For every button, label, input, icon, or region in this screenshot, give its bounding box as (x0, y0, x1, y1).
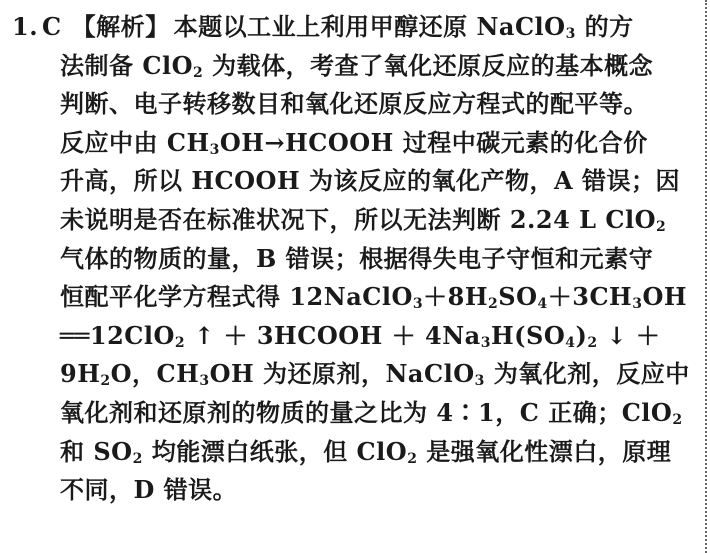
subscript: 2 (132, 450, 143, 467)
subscript: 3 (480, 334, 491, 351)
text-run: H(SO (490, 320, 566, 350)
subscript: 2 (672, 411, 683, 428)
subscript: 4 (537, 296, 548, 313)
question-number: 1. (12, 12, 39, 41)
subscript: 2 (174, 334, 186, 351)
line-text (174, 12, 634, 41)
text-run: ↓ ＋ (597, 320, 661, 350)
text-run: 本题以工业上利用甲醇还原 NaClO (173, 12, 566, 41)
subscript: 2 (100, 373, 111, 390)
text-run: 恒配平化学方程式得 12NaClO (60, 282, 413, 312)
explanation-line (12, 85, 694, 124)
analysis-tag: 【解析】 (71, 12, 170, 41)
explanation-line (12, 8, 694, 47)
text-run: ＋3CH (547, 282, 633, 312)
subscript: 2 (192, 64, 204, 81)
text-run: SO (498, 282, 538, 312)
explanation-line (12, 278, 694, 317)
text-run: ↑ ＋ 3HCOOH ＋ 4Na (185, 320, 481, 350)
text-run: OH→HCOOH 过程中碳元素的化合价 (219, 127, 648, 157)
text-run: 和 SO (60, 436, 133, 466)
answer-choice: C (42, 12, 62, 41)
text-run: 不同，D 错误。 (60, 475, 238, 505)
text-run: O，CH (110, 359, 200, 389)
text-run: ) (575, 320, 588, 350)
text-run: 氧化剂和还原剂的物质的量之比为 4∶1，C 正确；ClO (60, 397, 673, 427)
explanation-line (12, 240, 694, 279)
subscript: 3 (474, 373, 485, 390)
explanation-block (12, 8, 694, 510)
subscript: 3 (565, 26, 576, 42)
explanation-line (12, 433, 694, 472)
subscript: 2 (488, 296, 499, 313)
explanation-line (12, 47, 694, 86)
text-run: 判断、电子转移数目和氧化还原反应方程式的配平等。 (60, 89, 648, 119)
subscript: 2 (587, 334, 598, 351)
dotted-border (705, 0, 707, 553)
text-run: 9H (60, 359, 101, 389)
explanation-line (12, 201, 694, 240)
subscript: 4 (565, 334, 576, 351)
text-run: 反应中由 CH (60, 127, 210, 157)
subscript: 2 (656, 218, 667, 235)
text-run: 升高，所以 HCOOH 为该反应的氧化产物，A 错误；因 (60, 166, 680, 196)
text-run: 气体的物质的量，B 错误；根据得失电子守恒和元素守 (60, 243, 654, 273)
text-run: ══12ClO (60, 320, 175, 350)
subscript: 3 (209, 141, 220, 158)
text-run: OH (642, 282, 688, 312)
text-run: 是强氧化性漂白，原理 (417, 436, 672, 466)
explanation-line (12, 124, 694, 163)
text-run: 的方 (575, 12, 634, 41)
text-run: 法制备 ClO (60, 50, 193, 80)
text-run: 为载体，考查了氧化还原反应的基本概念 (203, 50, 654, 80)
text-run: 未说明是否在标准状况下，所以无法判断 2.24 L ClO (60, 204, 657, 234)
explanation-line (12, 317, 694, 356)
subscript: 3 (199, 373, 210, 390)
text-run: OH 为还原剂，NaClO (209, 359, 475, 389)
explanation-line (12, 355, 694, 394)
subscript: 3 (412, 296, 424, 313)
explanation-line (12, 471, 694, 510)
text-run: 为氧化剂，反应中 (484, 359, 690, 389)
text-run: 均能漂白纸张，但 ClO (142, 436, 408, 466)
text-run: ＋8H (423, 282, 488, 312)
subscript: 2 (407, 450, 418, 467)
explanation-line (12, 162, 694, 201)
subscript: 3 (632, 296, 643, 313)
explanation-line (12, 394, 694, 433)
